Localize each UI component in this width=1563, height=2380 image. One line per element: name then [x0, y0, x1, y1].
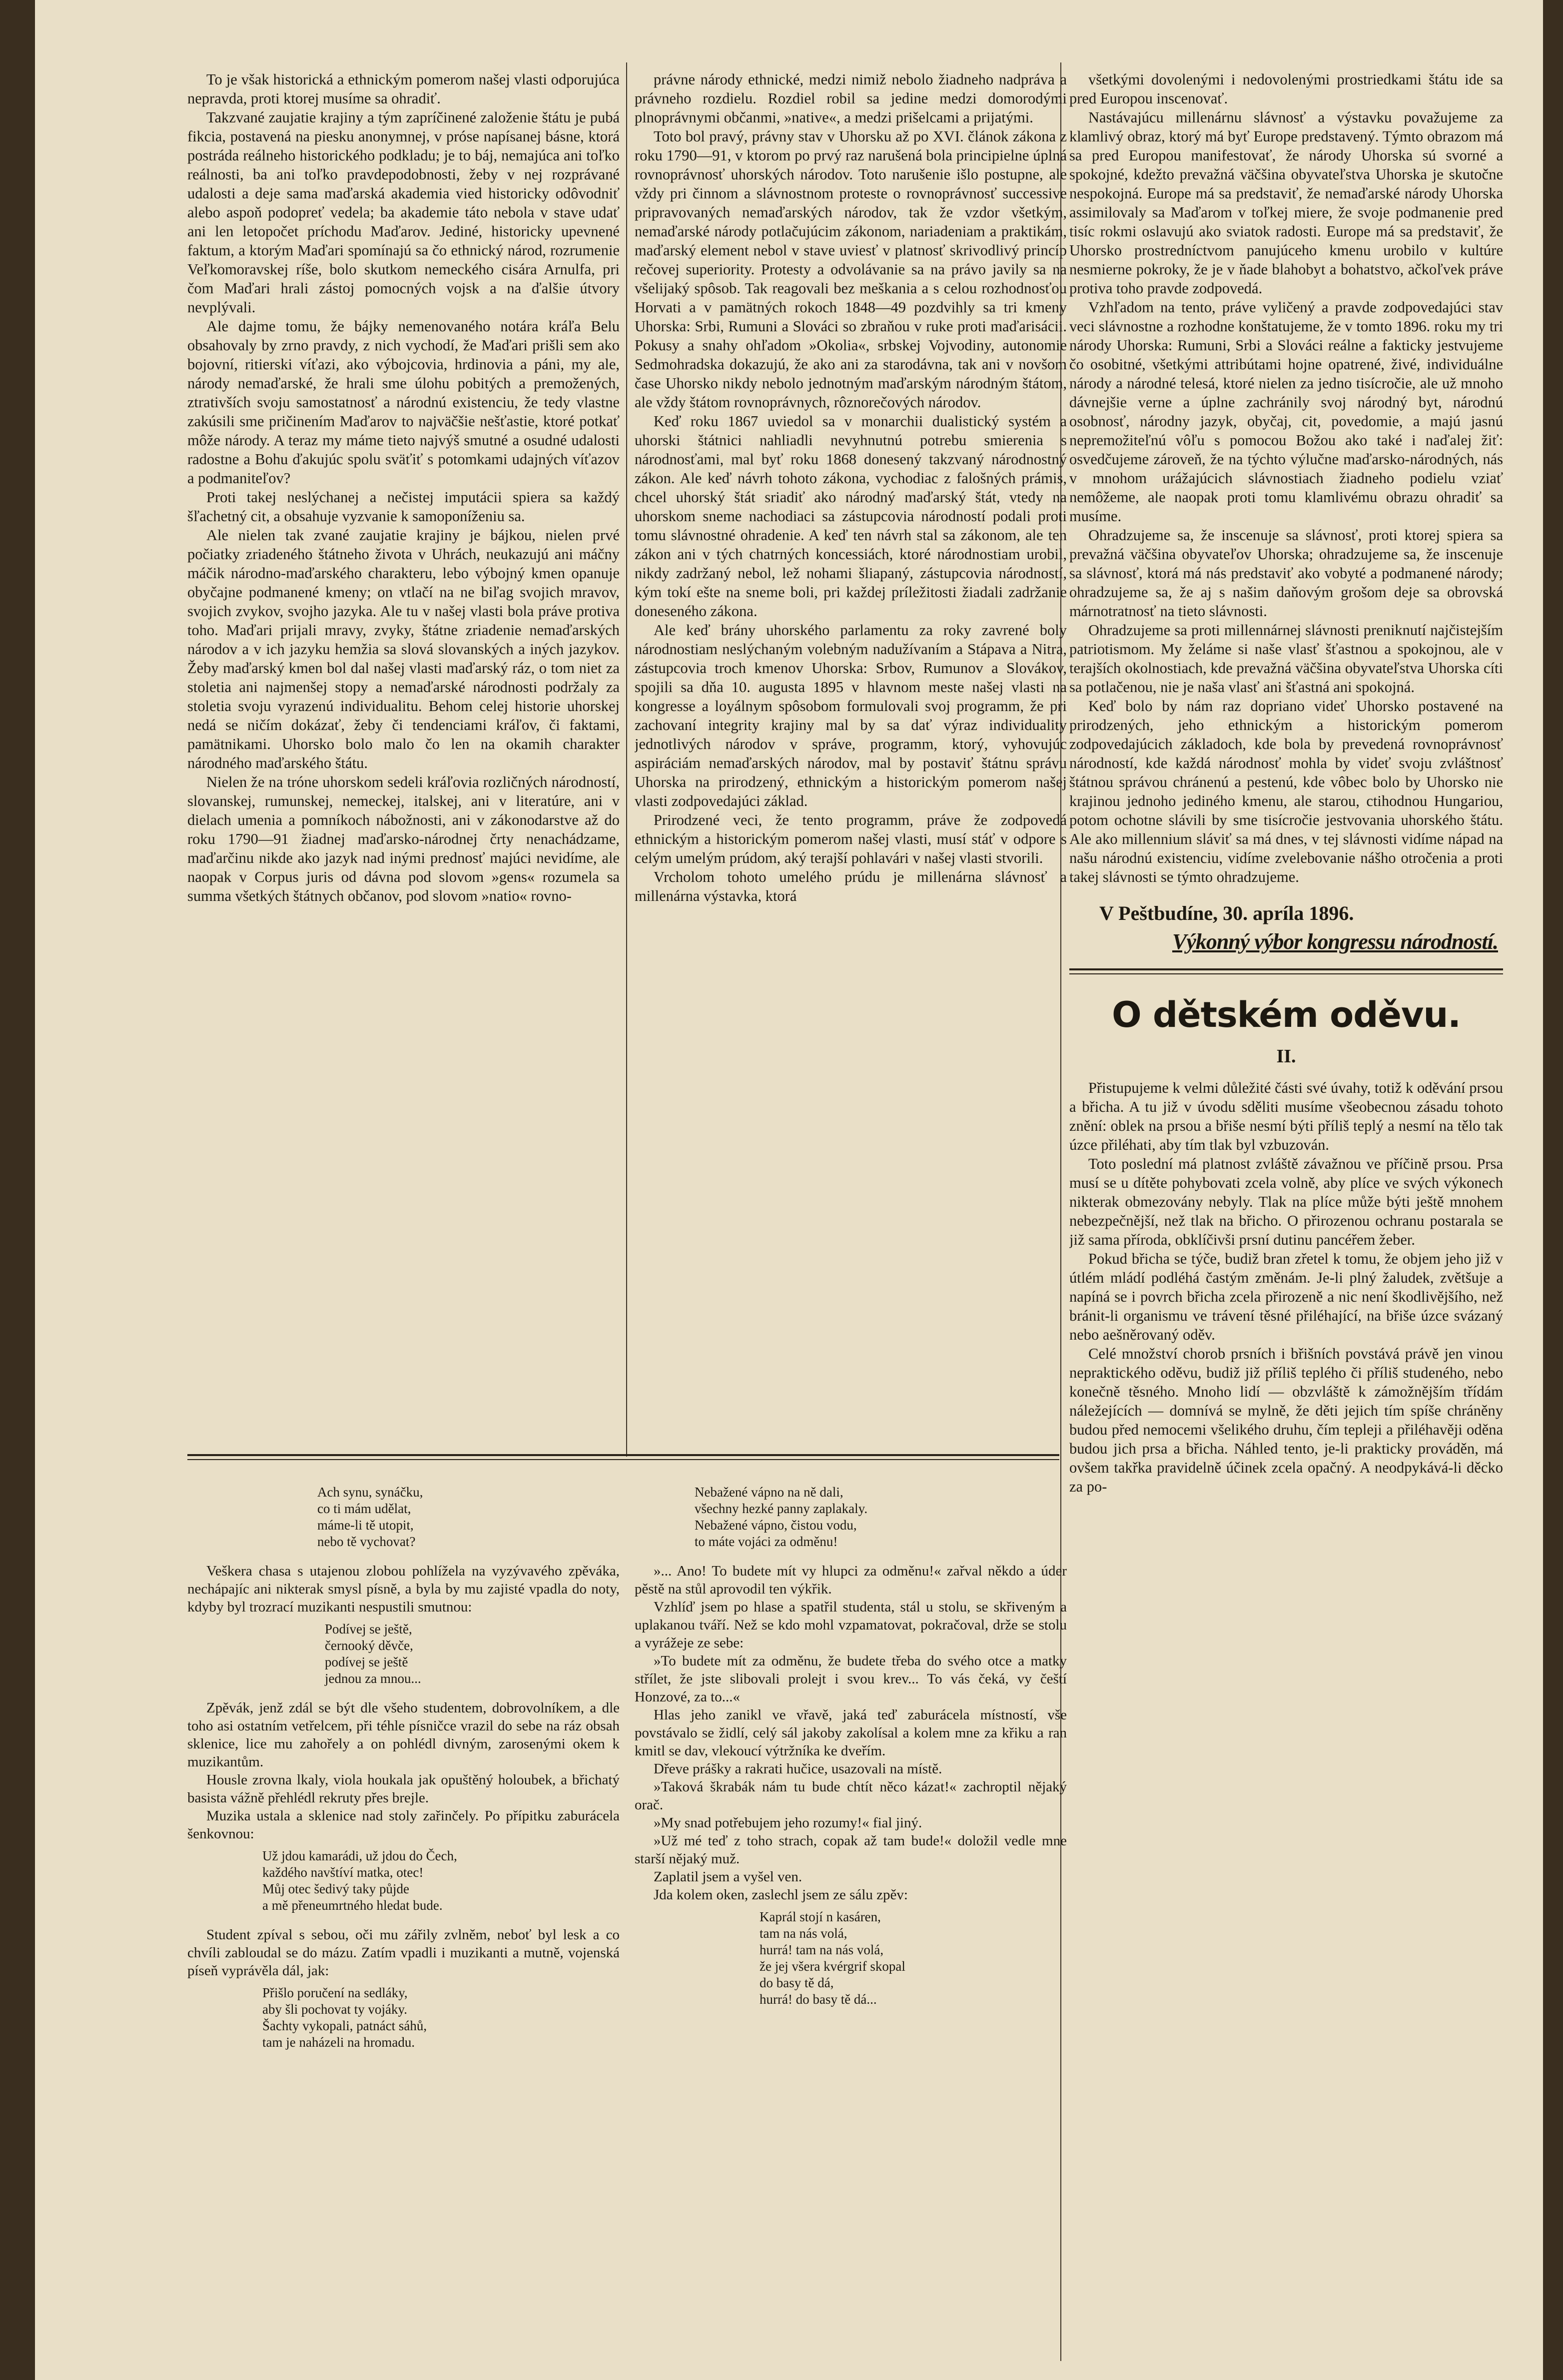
verse-line: Můj otec šedivý taky půjde	[262, 1881, 409, 1896]
feuilleton-paragraph: Student zpíval s sebou, oči mu zářily zvlněm, neboť byl lesk a co chvíli zabloudal se do mázu. Zatím vpadli i muzikanti a mutně, vojenská píseň vyprávěla dál, jak:	[187, 1927, 620, 1979]
article-column-2	[635, 70, 1067, 1447]
verse-line: že jej všera kvérgrif skopal	[760, 1959, 905, 1974]
feuilleton-paragraph: Veškera chasa s utajenou zlobou pohlížela na vyzývavého zpěváka, nechápajíc ani nikterak smysl písně, a byla by mu zajisté vpadla do noty, kdyby byl trozrací muzikanti nespustili smutnou:	[187, 1563, 620, 1615]
verse-line: Nebažené vápno, čistou vodu,	[695, 1518, 857, 1533]
verse-line: nebo tě vychovat?	[317, 1534, 416, 1549]
verse-block	[187, 1848, 620, 1914]
verse-line: Přišlo poručení na sedláky,	[262, 1985, 408, 2000]
article-paragraph: Vrcholom tohoto umelého prúdu je millenárna slávnosť a millenárna výstavka, ktorá	[635, 868, 1067, 904]
verse-block	[635, 1909, 1067, 2008]
feuilleton-paragraph: Muzika ustala a sklenice nad stoly zařinčely. Po přípitku zaburácela šenkovnou:	[187, 1808, 620, 1842]
signature-date: V Peštbudíne, 30. apríla 1896.	[1099, 902, 1354, 924]
article-paragraph: Keď bolo by nám raz dopriano videť Uhorsko postavené na prirodzených, jeho ethnickým a historickým pomerom zodpovedajúcich základoch, kde bola by prevedená rovnoprávnosť národností, kde každá národnosť mohla by videť svoju zvláštnosť štátnou správou chránenú a pestenú, kde vôbec bolo by Uhorsko nie krajinou jednoho jediného kmenu, ale starou, ctihodnou Hungariou, potom ochotne slávili by sme tisícročie jestvovania uhorského štátu. Ale ako millennium sláviť sa má dnes, v tej slávnosti vidíme nápad na našu národnú existenciu, vidíme zvelebovanie nášho otročenia a proti takej slávnosti se týmto ohradzujeme.	[1069, 698, 1503, 885]
feuilleton-column-2	[635, 1479, 1067, 2209]
verse-line: to máte vojáci za odměnu!	[695, 1534, 838, 1549]
page-edge-right	[1543, 0, 1563, 2380]
verse-line: černooký děvče,	[325, 1638, 413, 1653]
verse-block	[187, 1985, 620, 2051]
verse-line: všechny hezké panny zaplakaly.	[695, 1501, 868, 1516]
feature-paragraph: Toto poslední má platnost zvláště závažnou ve příčině prsou. Prsa musí se u dítěte pohybovati zcela volně, aby plíce ve svých výkonech nikterak obmezovány nebyly. Tlak na plíce může býti ještě mnohem nebezpečnější, než tlak na břicho. O přirozenou ochranu postarala se již sama příroda, obklíčivši prsní dutinu pancéřem žeber.	[1069, 1155, 1503, 1248]
article-column-1	[187, 70, 620, 1447]
verse-line: do basy tě dá,	[760, 1975, 834, 1990]
article-paragraph: všetkými dovolenými i nedovolenými prostriedkami štátu ide sa pred Europou inscenovať.	[1069, 71, 1503, 107]
verse-block	[187, 1484, 620, 1550]
verse-line: máme-li tě utopit,	[317, 1518, 414, 1533]
feuilleton-paragraph: Hlas jeho zanikl ve vřavě, jaká teď zaburácela místností, vše povstávalo se židlí, celý sál jakoby zakolísal a kolem mne za křiku a ran kmitl se dav, vlekoucí výtržníka ke dveřím.	[635, 1707, 1067, 1759]
verse-line: Kaprál stojí n kasáren,	[760, 1909, 881, 1924]
feuilleton-paragraph: »Už mé teď z toho strach, copak až tam bude!« doložil vedle mne starší nějaký muž.	[635, 1833, 1067, 1867]
feature-paragraph: Celé množství chorob prsních i břišních povstává právě jen vinou nepraktického oděvu, budiž již příliš teplého či příliš studeného, nebo konečně těsného. Mnoho lidí — obzvláště k zámožnějším třídám náležejících — domnívá se mylně, že děti jejich tím spíše chráněny budou před nemocemi všelikého druhu, čím tepleji a přiléhavěji oděna budou jich prsa a břicha. Náhled tento, je-li prakticky prováděn, má ovšem takřka pravidelně účinek zcela opačný. A neodpykává-li děcko za po-	[1069, 1345, 1503, 1495]
article-paragraph: To je však historická a ethnickým pomerom našej vlasti odporujúca nepravda, proti ktorej musíme sa ohradiť.	[187, 71, 620, 107]
article-paragraph: Ale nielen tak zvané zaujatie krajiny je bájkou, nielen prvé počiatky zriadeného štátneho života v Uhrách, neukazujú ani máčny máčik národno-maďarského charakteru, lebo výbojný kmen opanuje obyčajne podmanené kmeny; on vtlačí na ne biľag svojich mravov, svojich zvykov, svojho jazyka. Ale tu v našej vlasti bola práve protiva toho. Maďari prijali mravy, zvyky, štátne zriadenie nemaďarských národov a v ich jazyku hemžia sa slová slovanských a iných jazykov. Žeby maďarský kmen bol dal našej vlasti maďarský ráz, o tom niet za stoletia ani najmenšej stopy a nemaďarské národnosti podržaly za stoletia svoju vyrazenú individualitu. Behom celej historie uhorskej nedá se ničím dokázať, žeby či tendenciami kráľov, či faktami, pamätnikami. Uhorsko bolo malo čo len na okamih charakter národného maďarského štátu.	[187, 527, 620, 772]
verse-line: každého navštíví matka, otec!	[262, 1865, 424, 1880]
feuilleton-column-1	[187, 1479, 620, 2209]
feature-title: O dětském oděvu.	[1112, 994, 1461, 1035]
column-rule-1	[626, 62, 627, 1457]
verse-line: Šachty vykopali, patnáct sáhů,	[262, 2018, 427, 2033]
article-paragraph: Ohradzujeme sa, že inscenuje sa slávnosť, proti ktorej spiera sa prevažná väčšina obyvateľov Uhorska; ohradzujeme sa, že inscenuje sa slávnosť, ktorá má nás predstaviť ako vobyté a podmanené národy; ohradzujeme sa, že aj s našim daňovým grošom deje sa obrovská márnotratnosť na tieto slávnosti.	[1069, 527, 1503, 620]
article-paragraph: Ohradzujeme sa proti millennárnej slávnosti preniknutí najčistejším patriotismom. My želáme si naše vlasť šťastnou a spokojnou, ale v terajších okolnostiach, kde prevažná väčšina obyvateľstva Uhorska cíti sa potlačenou, nie je naša vlasť ani šťastná ani spokojná.	[1069, 622, 1503, 696]
verse-line: aby šli pochovat ty vojáky.	[262, 2002, 407, 2017]
verse-block	[187, 1621, 620, 1687]
article-paragraph: Toto bol pravý, právny stav v Uhorsku až po XVI. článok zákona z roku 1790—91, v ktorom po prvý raz narušená bola principielne úplná rovnoprávnosť uhorských národov. Toto narušenie išlo postupne, ale vždy pri činnom a slávnostnom proteste o rovnoprávnosť successive pripravovaných nemaďarských národov, tak že vzdor všetkým, nemaďarské národy potlačujúcim zákonom, nariadeniam a praktikám, maďarský element nebol v stave uviesť v platnosť skrivodlivý princíp rečovej superiority. Protesty a odvolávanie sa na právo javily sa na všelijaký spôsob. Tak reagovali bez meškania a s celou rozhodnosťou Horvati a v pamätných rokoch 1848—49 pozdvihly sa tri kmeny Uhorska: Srbi, Rumuni a Slováci so zbraňou v ruke proti maďarisácii. Pokusy a snahy ohľadom »Okolia«, srbskej Vojvodiny, autonomie Sedmohradska dokazujú, že ako ani za starodávna, tak ani v novšom čase Uhorsko nikdy nebolo jednotným maďarským národným štátom, ale vždy štátom rovnoprávnych, rôznorečových národov.	[635, 128, 1067, 411]
verse-line: tam je naházeli na hromadu.	[262, 2035, 415, 2050]
feuilleton-paragraph: Housle zrovna lkaly, viola houkala jak opuštěný holoubek, a břichatý basista vážně přehlédl rekruty přes brejle.	[187, 1772, 620, 1806]
feuilleton-paragraph: Zpěvák, jenž zdál se být dle všeho studentem, dobrovolníkem, a dle toho asi ostatním vetřelcem, při téhle písničce vrazil do sebe na ráz obsah sklenice, lice mu zahořely a on pohlédl divným, zarosenými okem k muzikantům.	[187, 1700, 620, 1770]
article-paragraph: právne národy ethnické, medzi nimiž nebolo žiadneho nadpráva a právneho rozdielu. Rozdiel robil sa jedine medzi domorodými plnoprávnymi občanmi, »native«, a medzi prišelcami a prijatými.	[635, 71, 1067, 126]
feuilleton-paragraph: »Taková škrabák nám tu bude chtít něco kázat!« zachroptil nějaký orač.	[635, 1779, 1067, 1813]
feuilleton-paragraph: »My snad potřebujem jeho rozumy!« fial jiný.	[654, 1815, 922, 1831]
article-column-3	[1069, 70, 1503, 2349]
verse-line: Podívej se ještě,	[325, 1621, 412, 1636]
feuilleton-paragraph: »To budete mít za odměnu, že budete třeba do svého otce a matky střílet, že jste slibovali prolejt i svou krev... To vás čeká, vy čeští Honzové, za to...«	[635, 1653, 1067, 1705]
verse-line: tam na nás volá,	[760, 1926, 847, 1941]
verse-line: Už jdou kamarádi, už jdou do Čech,	[262, 1848, 457, 1863]
article-paragraph: Takzvané zaujatie krajiny a tým zapríčinené založenie štátu je pubá fikcia, postavená na piesku anonymnej, v próse napísanej básne, ktorá postráda reálneho historického podkladu; je to báj, nemajúca ani toľko reálnosti, ba ani toľko pravdepodobnosti, žeby v nej rozprávané udalosti a deje sama maďarská akademia vied historicky odôvodniť alebo aspoň podopreť vedela; ba akademie táto nebola v stave udať ani len letopočet príchodu Maďarov. Jediné, historicky upevnené faktum, a ktorým Maďari spomínajú sa čo ethnický národ, rozrumenie Veľkomoravskej ríše, bolo skutkom nemeckého cisára Arnulfa, pri čom Maďari hrali zástoj pomocných vojsk a na ďalšie útvory nevplývali.	[187, 109, 620, 316]
article-paragraph: Vzhľadom na tento, práve vyličený a pravde zodpovedajúci stav veci slávnostne a rozhodne konštatujeme, že v tomto 1896. roku my tri národy Uhorska: Rumuni, Srbi a Slováci reálne a fakticky jestvujeme čo osobitné, všetkými attribútami hojne opatrené, živé, individuálne národy a národné telesá, ktoré nielen za jedno tisícročie, ale už mnoho dávnejšie verne a úplne zachránily svoj národný byt, národnú osobnosť, národny jazyk, obyčaj, cit, povedomie, a majú jasnú nepremožiteľnú vôľu s pomocou Božou ako také i naďalej žiť: osvedčujeme zároveň, že na týchto výlučne maďarsko-národných, nás v mnohom urážajúcich slávnostiach žiadneho podielu vziať nemôžeme, ale naopak proti tomu klamlivému obrazu ohradiť sa musíme.	[1069, 299, 1503, 525]
article-paragraph: Nielen že na tróne uhorskom sedeli kráľovia rozličných národností, slovanskej, rumunskej, nemeckej, italskej, ani v literatúre, ani v dielach umenia a pomníkoch nábožnosti, ani v zákonodarstve až do roku 1790—91 žiadnej maďarsko-národnej črty nenachádzame, maďarčinu nikde ako jazyk nad inými prednosť majúci nevidíme, ale naopak v Corpus juris od dávna pod slovom »gens« rozumela sa summa všetkých štátnych občanov, pod slovom »natio« rovno-	[187, 774, 620, 904]
verse-line: Nebažené vápno na ně dali,	[695, 1485, 843, 1500]
section-divider	[1069, 968, 1503, 970]
feuilleton-paragraph: »... Ano! To budete mít vy hlupci za odměnu!« zařval někdo a úder pěstě na stůl aprovodil ten výkřik.	[635, 1563, 1067, 1597]
feature-paragraph: Pokud břicha se týče, budiž bran zřetel k tomu, že objem jeho již v útlém mládí podléhá častým změnám. Je-li plný žaludek, zvětšuje a napíná se i povrch břicha zcela přirozeně a nic není škodlivějšího, než bránit-li organismu ve trávení těsné přiléhající, na břiše úzce svázaný nebo aešněrovaný oděv.	[1069, 1250, 1503, 1343]
verse-line: a mě přeneumrtného hledat bude.	[262, 1898, 443, 1913]
feature-paragraph: Přistupujeme k velmi důležité části své úvahy, totiž k oděvání prsou a břicha. A tu již v úvodu sděliti musíme všeobecnou zásadu tohoto znění: oblek na prsou a břiše nesmí býti příliš teplý a nesmí na tělo tak úzce přiléhati, aby tím tlak byl vzbuzován.	[1069, 1079, 1503, 1153]
feuilleton-divider	[187, 1454, 1059, 1456]
feature-part-number: II.	[1276, 1046, 1296, 1067]
page-edge-left	[0, 0, 35, 2380]
feuilleton-paragraph: Dřeve prášky a rakrati hučice, usazovali na místě.	[654, 1761, 942, 1777]
article-paragraph: Keď roku 1867 uviedol sa v monarchii dualistický systém a uhorski štátnici nahliadli nevyhnutnú potrebu smierenia s národnosťami, mal byť roku 1868 donesený takzvaný národnostný zákon. Ale keď návrh tohoto zákona, vychodiac z falošných prámis, chcel uhorský štát sriadiť ako národný maďarský štát, vtedy na uhorskom sneme nachodiaci sa zástupcovia národností podali proti tomu slávnostné ohradenie. A keď ten návrh stal sa zákonom, ale ten zákon ani v tých chatrných koncessiách, ktoré národnostiam urobil, nikdy zadržaný nebol, lež nohami šliapaný, zástupcovia národností, kým tokí ešte na sneme boli, pri každej príležitosti žiadali zadržanie doneseného zákona.	[635, 413, 1067, 620]
feuilleton-paragraph: Jda kolem oken, zaslechl jsem ze sálu zpěv:	[654, 1887, 908, 1903]
feuilleton-paragraph: Zaplatil jsem a vyšel ven.	[654, 1869, 802, 1885]
section-divider-thin	[1069, 973, 1503, 974]
feuilleton-paragraph: Vzhlíď jsem po hlase a spatřil studenta, stál u stolu, se skřiveným a uplakanou tváří. Než se kdo mohl vzpamatovat, pokračoval, drže se stolu a vyrážeje ze sebe:	[635, 1599, 1067, 1651]
article-paragraph: Prirodzené veci, že tento programm, práve že zodpovedá ethnickým a historickým pomerom našej vlasti, musí stáť v odpore s celým umelým prúdom, aký terajší pohlavári v našej vlasti stvorili.	[635, 811, 1067, 866]
verse-line: hurrá! tam na nás volá,	[760, 1942, 884, 1957]
verse-line: co ti mám udělat,	[317, 1501, 411, 1516]
verse-line: Ach synu, synáčku,	[317, 1485, 423, 1500]
feuilleton-divider-thin	[187, 1459, 1059, 1460]
article-paragraph: Ale dajme tomu, že bájky nemenovaného notára kráľa Belu obsahovaly by zrno pravdy, z nich vychodí, že Maďari prišli sem ako bojovní, ritierski víťazi, ako výbojcovia, hrdinovia a páni, my ale, národy nemaďarské, že hrali sme úlohu pobitých a premožených, ztrativších svoju samostatnosť a národnú existenciu, že tedy vlastne zakúsili sme pričinením Maďarov to najväčšie nešťastie, ktoré potkať môže národy. A teraz my máme tieto najvýš smutné a osudné udalosti radostne a Bohu ďakujúc spolu sväťiť s potomkami udajných víťazov a podmaniteľov?	[187, 318, 620, 487]
article-paragraph: Proti takej neslýchanej a nečistej imputácii spiera sa každý šľachetný cit, a obsahuje vyzvanie k samoponíženiu sa.	[187, 489, 620, 525]
signature-body: Výkonný výbor kongressu národností.	[1172, 929, 1498, 954]
verse-line: podívej se ještě	[325, 1654, 408, 1669]
article-paragraph: Ale keď brány uhorského parlamentu za roky zavrené boly národnostiam neslýchaným volebným nadužívaním a Stápava a Nitra, zástupcovia troch kmenov Uhorska: Srbov, Rumunov a Slovákov, spojili sa dňa 10. augusta 1895 v hlavnom meste našej vlasti na kongresse a loyálnym spôsobom formulovali svoj programm, že pri zachovaní integrity krajiny mal by sa dať výraz individuality jednotlivých národov v správe, programm, ktorý, vyhovujúc aspiráciám nemaďarských národov, mal by postaviť štátnu správu Uhorska na prirodzený, ethnickým a historickým pomerom našej vlasti zodpovedajúci základ.	[635, 622, 1067, 809]
verse-line: jednou za mnou...	[325, 1671, 421, 1686]
verse-line: hurrá! do basy tě dá...	[760, 1992, 877, 2007]
article-paragraph: Nastávajúcu millenárnu slávnosť a výstavku považujeme za klamlivý obraz, ktorý má byť Europe predstavený. Týmto obrazom má sa pred Europou manifestovať, že národy Uhorska sú svorné a spokojné, kdežto prevažná väčšina obyvateľstva Uhorska je skutočne nespokojná. Europe má sa predstaviť, že nemaďarské národy Uhorska assimilovaly sa Maďarom v toľkej miere, že svoje podmanenie pred tisíc rokmi oslavujú ako sviatok radosti. Europe má sa predstaviť, že Uhorsko prostredníctvom panujúceho kmenu urobilo v kultúre nesmierne pokroky, že je v ňade blahobyt a bohatstvo, ačkoľvek práve protiva toho pravde zodpovedá.	[1069, 109, 1503, 297]
verse-block	[635, 1484, 1067, 1550]
